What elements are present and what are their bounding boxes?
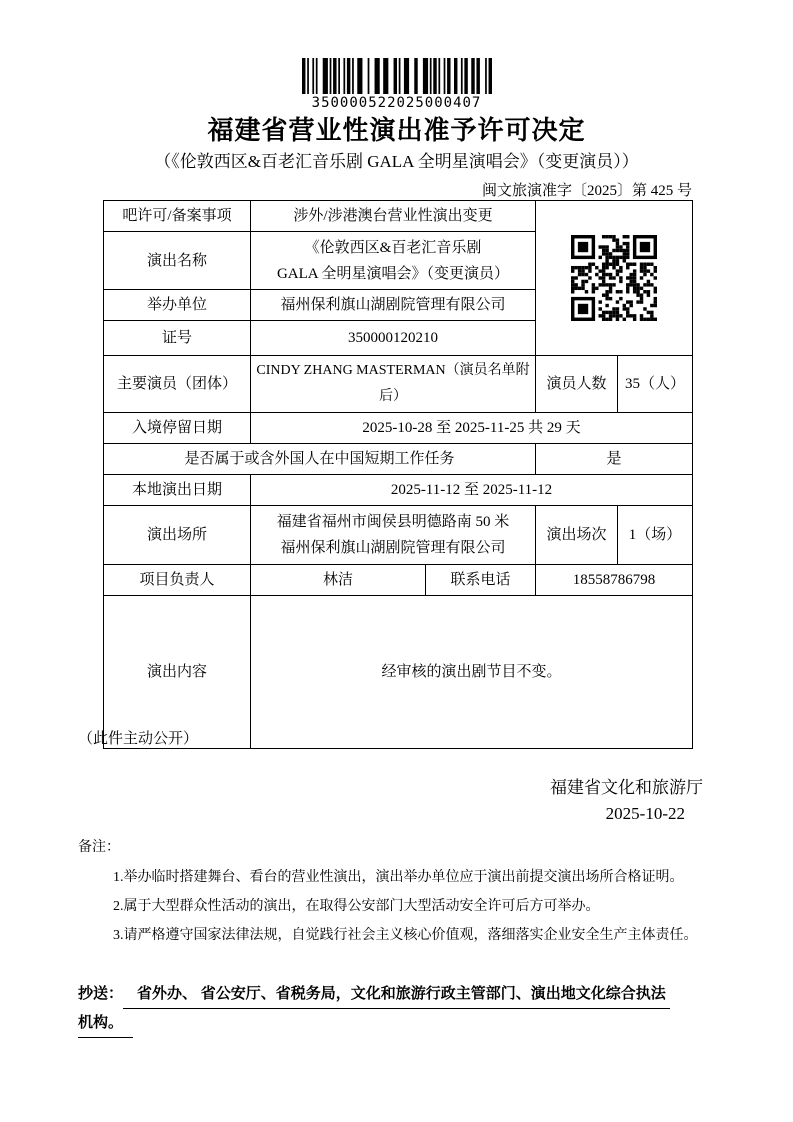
- remark-item-3: 3.请严格遵守国家法律法规，自觉践行社会主义核心价值观，落细落实企业安全生产主体责任。: [113, 928, 698, 943]
- remark-item-1: 1.举办临时搭建舞台、看台的营业性演出，演出举办单位应于演出前提交演出场所合格证明。: [113, 870, 684, 885]
- short-term-work-label: 是否属于或含外国人在中国短期工作任务: [104, 444, 536, 475]
- row-short-term-work: [104, 444, 693, 475]
- performance-name-value: [251, 232, 536, 290]
- issue-date: 2025-10-22: [605, 804, 685, 823]
- organizer-label: 举办单位: [104, 290, 251, 321]
- content-value: 经审核的演出剧节目不变。: [251, 596, 693, 749]
- venue-label: 演出场所: [104, 506, 251, 565]
- barcode: [0, 58, 793, 111]
- row-project-manager: [104, 565, 693, 596]
- project-manager-value: 林洁: [251, 565, 426, 596]
- venue-line1: 福建省福州市闽侯县明德路南 50 米: [276, 514, 510, 530]
- cert-no-label: 证号: [104, 321, 251, 356]
- row-local-dates: [104, 475, 693, 506]
- sessions-label: 演出场次: [536, 506, 618, 565]
- row-entry-stay: [104, 413, 693, 444]
- project-manager-label: 项目负责人: [104, 565, 251, 596]
- phone-value: 18558786798: [536, 565, 693, 596]
- performance-name-line2: GALA 全明星演唱会》（变更演员）: [276, 265, 510, 282]
- barcode-text: 350000522025000407: [311, 95, 482, 111]
- venue-line2: 福州保利旗山湖剧院管理有限公司: [280, 540, 506, 556]
- qr-code-image: [571, 235, 657, 321]
- document-subtitle: （《伦敦西区&百老汇音乐剧 GALA 全明星演唱会》（变更演员））: [154, 152, 639, 171]
- performer-count-label: 演员人数: [536, 356, 618, 413]
- performance-name-label: 演出名称: [104, 232, 251, 290]
- main-performers-label: 主要演员（团体）: [104, 356, 251, 413]
- document-number: 闽文旅演准字〔2025〕第 425 号: [481, 183, 692, 199]
- disclosure-note: （此件主动公开）: [78, 731, 199, 747]
- short-term-work-value: 是: [536, 444, 693, 475]
- content-label: 演出内容: [104, 596, 251, 749]
- row-permit-item: [104, 201, 693, 232]
- cert-no-value: 350000120210: [251, 321, 536, 356]
- row-main-performers: [104, 356, 693, 413]
- cc-label: 抄送：: [78, 986, 124, 1002]
- organizer-value: 福州保利旗山湖剧院管理有限公司: [251, 290, 536, 321]
- permit-item-value: 涉外/涉港澳台营业性演出变更: [251, 201, 536, 232]
- entry-stay-value: 2025-10-28 至 2025-11-25 共 29 天: [251, 413, 693, 444]
- row-venue: [104, 506, 693, 565]
- cc-block: [78, 980, 723, 1038]
- qr-code-cell: [536, 201, 693, 356]
- permit-info-table: [103, 200, 693, 749]
- barcode-image: [302, 58, 492, 94]
- venue-value: [251, 506, 536, 565]
- entry-stay-label: 入境停留日期: [104, 413, 251, 444]
- remark-item-2: 2.属于大型群众性活动的演出，在取得公安部门大型活动安全许可后方可举办。: [113, 899, 600, 914]
- local-dates-label: 本地演出日期: [104, 475, 251, 506]
- performance-name-line1: 《伦敦西区&百老汇音乐剧: [304, 239, 482, 256]
- row-content: [104, 596, 693, 749]
- performer-count-value: 35（人）: [618, 356, 693, 413]
- issuing-authority: 福建省文化和旅游厅: [550, 778, 703, 797]
- phone-label: 联系电话: [426, 565, 536, 596]
- permit-item-label: 吧许可/备案事项: [104, 201, 251, 232]
- sessions-value: 1（场）: [618, 506, 693, 565]
- remarks-label: 备注：: [78, 840, 120, 855]
- cc-recipients-line1: 省外办、 省公安厅、省税务局，文化和旅游行政主管部门、演出地文化综合执法: [123, 981, 670, 1009]
- document-title: 福建省营业性演出准予许可决定: [207, 116, 586, 145]
- local-dates-value: 2025-11-12 至 2025-11-12: [251, 475, 693, 506]
- main-performers-value: CINDY ZHANG MASTERMAN（演员名单附后）: [251, 356, 536, 413]
- cc-recipients-line2: 机构。: [78, 1010, 133, 1038]
